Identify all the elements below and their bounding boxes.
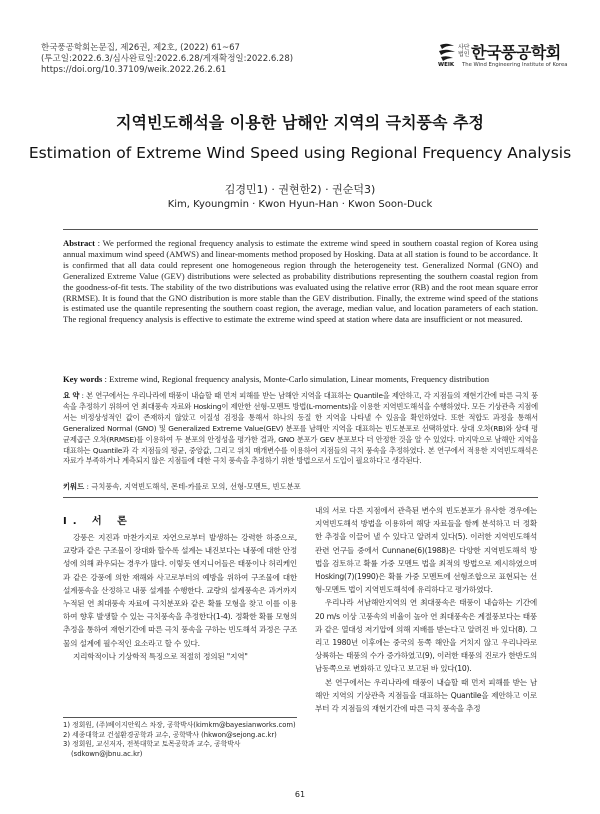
abstract-bottom-rule <box>63 497 538 498</box>
logo-corp-label: 사단 법인 <box>458 44 470 58</box>
journal-citation: 한국풍공학회논문집, 제26권, 제2호, (2022) 61~67 <box>41 43 240 53</box>
footnote-rule <box>63 717 297 718</box>
paragraph: 우리나라 서남해안지역의 연 최대풍속은 태풍이 내습하는 기간에 20 m/s 이상 고풍속의 비율이 높아 연 최대풍속은 계절풍보다는 태풍과 같은 열대성 저기압에 의해 지배를 받는다고 알려진 바 있다(8). 그리고 1980년 이후에는 중국의 동쪽 해안을 거치지 않고 우리나라로 상륙하는 태풍의 수가 증가하였고(9), 이러한 태풍의 진로가 한반도의 남동쪽으로 변화하고 있다고 보고된 바 있다(10). <box>315 598 537 674</box>
logo-abbrev: WEIK <box>438 62 455 68</box>
right-column <box>315 504 537 715</box>
keywords-korean <box>63 482 538 492</box>
abstract-label: Abstract <box>63 238 95 248</box>
abstract-text: : We performed the regional frequency analysis to estimate the extreme wind speed in southern coastal region of Korea using annual maximum wind speed (AMWS) and linear-moments method proposed by Hosking. Data at all station is found to be accordance. It is confirmed that all data could represent one homogeneous region through the heterogeneity test. Generalized Normal (GNO) and Generalized Extreme Value (GEV) distributions were selected as probability distributions representing the southern coastal region from the goodness-of-fit tests. The stability of the two distributions was evaluated using the relative error (RB) and the root mean square error (RRMSE). It is found that the GNO distribution is more stable than the GEV distribution. Finally, the extreme wind speed of the stations is estimated use the quantile representing the southern coast region, the average, median value, and location parameters of each station. The regional frequency analysis is effective to estimate the extreme wind speed at station where data are insufficient or not measured. <box>63 238 538 325</box>
keywords-ko-text: : 극치풍속, 지역빈도해석, 몬테-카를로 모의, 선형-모멘트, 빈도분포 <box>84 482 301 491</box>
footnote: 2) 세종대학교 건설환경공학과 교수, 공학박사 (hkwon@sejong.ac.kr) <box>63 730 277 739</box>
authors-english: Kim, Kyoungmin · Kwon Hyun-Han · Kwon Soon-Duck <box>167 199 433 210</box>
abstract <box>63 238 538 325</box>
section-heading-introduction: I. 서 론 <box>63 516 133 527</box>
paragraph: 본 연구에서는 우리나라에 태풍이 내습할 때 먼저 피해를 받는 남해안 지역의 기상관측 지점들을 대표하는 Quantile을 제안하고 이로부터 각 지점들의 재현기간에 따른 극치 풍속을 추정 <box>315 677 537 714</box>
summary-label: 요 약 <box>63 391 80 400</box>
footnote: 3) 정회원, 교신저자, 전북대학교 토목공학과 교수, 공학박사 <box>63 740 241 749</box>
doi-link[interactable]: https://doi.org/10.37109/weik.2022.26.2.61 <box>41 65 227 75</box>
summary-text: : 본 연구에서는 우리나라에 태풍이 내습할 때 먼저 피해를 받는 남해안 지역을 대표하는 Quantile을 제안하고, 각 지점들의 재현기간에 따른 극치 풍속을 추정하기 위하여 연 최대풍속 자료와 Hosking이 제안한 선형-모멘트 방법(L-moments)을 이용한 지역빈도해석을 수행하였다. 모든 기상관측 지점에서는 비정상성적인 값이 존재하지 않았고 이질성 검정을 통해서 하나의 동질 한 지역을 나타낼 수 있음을 확인하였다. 또한 적합도 과정을 통해서 Generalized Normal (GNO) 및 Generalized Extreme Value(GEV) 분포를 남해안 지역을 대표하는 빈도분포로 선택하였다. 상대 오차(RB)와 상대 평균제곱근 오차(RRMSE)를 이용하여 두 분포의 안정성을 평가한 결과, GNO 분포가 GEV 분포보다 더 안정한 것을 알 수 있었다. 마지막으로 남해안 지역을 대표하는 Quantile과 각 지점들의 평균, 중앙값, 그리고 위치 매개변수를 이용하여 지점들의 극치 풍속을 추정하였다. 본 연구에서 적용한 지역빈도해석은 자료가 부족하거나 계측되지 않은 지점들에 대한 극치 풍속을 추정하기 위한 방법으로서 도입이 필요하다고 생각된다. <box>63 391 538 466</box>
footnote: (sdkown@jbnu.ac.kr) <box>71 749 143 758</box>
footnotes <box>63 721 297 759</box>
keywords-ko-label: 키워드 <box>63 482 85 491</box>
submission-dates: (투고일:2022.6.3/심사완료일:2022.6.28/게재확정일:2022.6.28) <box>41 54 294 64</box>
paragraph: 강풍은 지진과 마찬가지로 자연으로부터 발생하는 강력한 하중으로, 교량과 같은 구조물이 장대화 할수록 설계는 내진보다는 내풍에 대한 안정성에 의해 좌우되는 경우가 많다. 이렇듯 엔지니어들은 태풍이나 허리케인과 같은 강풍에 의한 재해와 사고로부터의 예방을 위하여 구조물에 대한 설계풍속을 산정하고 내풍 설계를 수행한다. 교량의 설계풍속은 과거까지 누적된 연 최대풍속 자료에 극치분포와 같은 확률 모형을 찾고 이를 이용하여 향후 발생할 수 있는 극치풍속을 추정한다(1-4). 정확한 확률 모형의 추정을 통하여 재현기간에 따른 극치 풍속을 구하는 빈도해석 과정은 구조물의 설계에 필수적인 요소라고 할 수 있다. <box>63 533 297 648</box>
keywords-text: : Extreme wind, Regional frequency analysis, Monte-Carlo simulation, Linear moments, Frequency distribution <box>102 374 490 384</box>
paragraph: 지리학적이나 기상학적 특징으로 적절히 정의된 "지역" <box>73 651 248 661</box>
page-number: 61 <box>294 790 306 799</box>
footnote: 1) 정회원, (주)베이지안웍스 차장, 공학박사(kimkm@bayesianworks.com) <box>63 721 296 729</box>
abstract-top-rule <box>63 229 538 230</box>
wind-logo-icon <box>438 42 456 62</box>
keywords-label: Key words <box>63 374 103 384</box>
paragraph: 내의 서로 다른 지점에서 관측된 변수의 빈도분포가 유사한 경우에는 지역빈도해석 방법을 이용하여 해당 자료들을 함께 분석하고 더 정확한 추정을 이끌어 낼 수 있다고 알려져 있다(5). 이러한 지역빈도해석 관련 연구들 중에서 Cunnane(6)(1988)은 다양한 지역빈도해석 방법을 검토하고 확률 가중 모멘트 법을 최적의 방법으로 제시하였으며 Hosking(7)(1990)은 확률 가중 모멘트에 선형조합으로 표현되는 선형-모멘트 법이 지역빈도해석에 유리하다고 평가하였다. <box>315 506 537 595</box>
summary-korean <box>63 391 538 467</box>
logo-english-name: The Wind Engineering Institute of Korea <box>462 62 568 68</box>
authors-korean: 김경민1) · 권현한2) · 권순덕3) <box>224 183 376 196</box>
paper-title-korean: 지역빈도해석을 이용한 남해안 지역의 극치풍속 추정 <box>116 113 484 132</box>
paper-title-english: Estimation of Extreme Wind Speed using Regional Frequency Analysis <box>28 144 572 162</box>
society-logo <box>438 40 568 74</box>
logo-society-name: 한국풍공학회 <box>471 43 561 62</box>
left-column <box>63 531 297 663</box>
journal-header <box>41 43 293 76</box>
keywords-english <box>63 374 538 385</box>
